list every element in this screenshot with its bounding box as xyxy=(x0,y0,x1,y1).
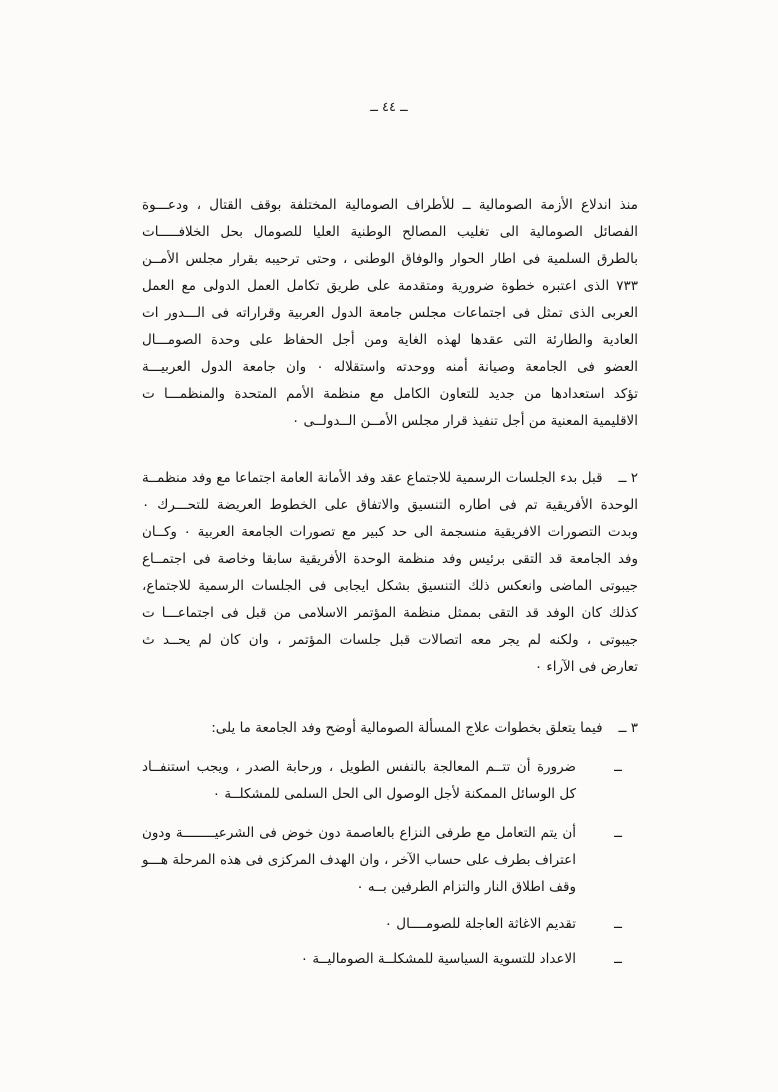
text-line: اعتراف بطرف على حساب الآخر ، وان الهدف المركزى فى هذه المرحلة هـــو xyxy=(142,852,576,868)
text-line: كل الوسائل الممكنة لأجل الوصول الى الحل السلمى للمشكلــة ٠ xyxy=(212,786,576,802)
text-line xyxy=(142,715,638,742)
bullet-dash: ــ xyxy=(614,825,622,841)
text-line: الاعداد للتسوية السياسية للمشكلــة الصوماليــة ٠ xyxy=(300,951,576,967)
text-line xyxy=(142,465,638,492)
bullet-dash: ــ xyxy=(614,951,622,967)
text-segment: قبل بدء الجلسات الرسمية للاجتماع عقد وفد الأمانة العامة اجتماعا مع وفد منظمــة xyxy=(142,470,603,486)
bullet-text xyxy=(142,946,576,973)
text-line: تعارض فى الآراء ٠ xyxy=(534,659,638,675)
bullet-item xyxy=(142,754,638,808)
paragraph-number: ٣ ــ xyxy=(618,720,638,736)
text-line: وقف اطلاق النار والتزام الطرفين بــه ٠ xyxy=(356,879,576,895)
text-line: كذلك كان الوفد قد التقى بممثل منظمة المؤتمر الاسلامى من قبل فى اجتماعـــا ت xyxy=(142,605,638,621)
text-line: الاقليمية المعنية من أجل تنفيذ قرار مجلس الأمــن الــدولــى ٠ xyxy=(292,413,638,429)
paragraph-number: ٢ ــ xyxy=(618,470,638,486)
text-line: العربى الذى تمثل فى اجتماعات مجلس جامعة الدول العربية وقراراته فى الـــدور ات xyxy=(142,305,638,321)
text-line: بالطرق السلمية فى اطار الحوار والوفاق الوطنى ، وحتى ترحيبه بقرار مجلس الأمــن xyxy=(142,251,638,267)
bullet-item xyxy=(142,911,638,938)
bullet-item xyxy=(142,820,638,901)
text-line: أن يتم التعامل مع طرفى النزاع بالعاصمة دون خوض فى الشرعيــــــــة ودون xyxy=(142,825,576,841)
document-body xyxy=(142,192,638,973)
bullet-item xyxy=(142,946,638,973)
paragraph-1 xyxy=(142,192,638,435)
bullet-text xyxy=(142,754,576,808)
text-line: جيبوتى ، ولكنه لم يجر معه اتصالات قبل جلسات المؤتمر ، وان كان لم يحــد ث xyxy=(142,632,638,648)
bullet-text xyxy=(142,911,576,938)
text-line: الفصائل الصومالية الى تغليب المصالح الوطنية العليا للصومال بحل الخلافـــــات xyxy=(142,224,638,240)
text-line: وفد الجامعة قد التقى برئيس وفد منظمة الوحدة الأفريقية سابقا وخاصة فى اجتمــاع xyxy=(142,551,638,567)
bullet-text xyxy=(142,820,576,901)
text-line: ضرورة أن تتــم المعالجة بالنفس الطويل ، ورحابة الصدر ، ويجب استنفــاد xyxy=(142,759,576,775)
paragraph-3 xyxy=(142,715,638,742)
text-segment: فيما يتعلق بخطوات علاج المسألة الصومالية أوضح وفد الجامعة ما يلى: xyxy=(211,720,603,736)
text-line: منذ اندلاع الأزمة الصومالية ــ للأطراف الصومالية المختلفة بوقف القتال ، ودعـــوة xyxy=(142,197,638,213)
paragraph-2 xyxy=(142,465,638,681)
text-line: ٧٣٣ الذى اعتبره خطوة ضرورية ومتقدمة على طريق تكامل العمل الدولى مع العمل xyxy=(142,278,638,294)
text-line: تؤكد استعدادها من جديد للتعاون الكامل مع منظمة الأمم المتحدة والمنظمـــا ت xyxy=(142,386,638,402)
text-line: العضو فى الجامعة وصيانة أمنه ووحدته واستقلاله ٠ وان جامعة الدول العربيـــة xyxy=(142,359,638,375)
text-line: العادية والطارئة التى عقدها لهذه الغاية ومن أجل الحفاظ على وحدة الصومـــال xyxy=(142,332,638,348)
text-line: وبدت التصورات الافريقية منسجمة الى حد كبير مع تصورات الجامعة العربية ٠ وكــان xyxy=(142,524,638,540)
bullet-dash: ــ xyxy=(614,916,622,932)
bullet-dash: ــ xyxy=(614,759,622,775)
text-line: تقديم الاغاثة العاجلة للصومــــال ٠ xyxy=(384,916,576,932)
text-line: جيبوتى الماضى وانعكس ذلك التنسيق بشكل ايجابى فى الجلسات الرسمية للاجتماع، xyxy=(142,578,638,594)
text-line: الوحدة الأفريقية تم فى اطاره التنسيق والاتفاق على الخطوط العريضة للتحـــرك ٠ xyxy=(142,497,638,513)
page-number: ــ ٤٤ ــ xyxy=(370,100,408,115)
